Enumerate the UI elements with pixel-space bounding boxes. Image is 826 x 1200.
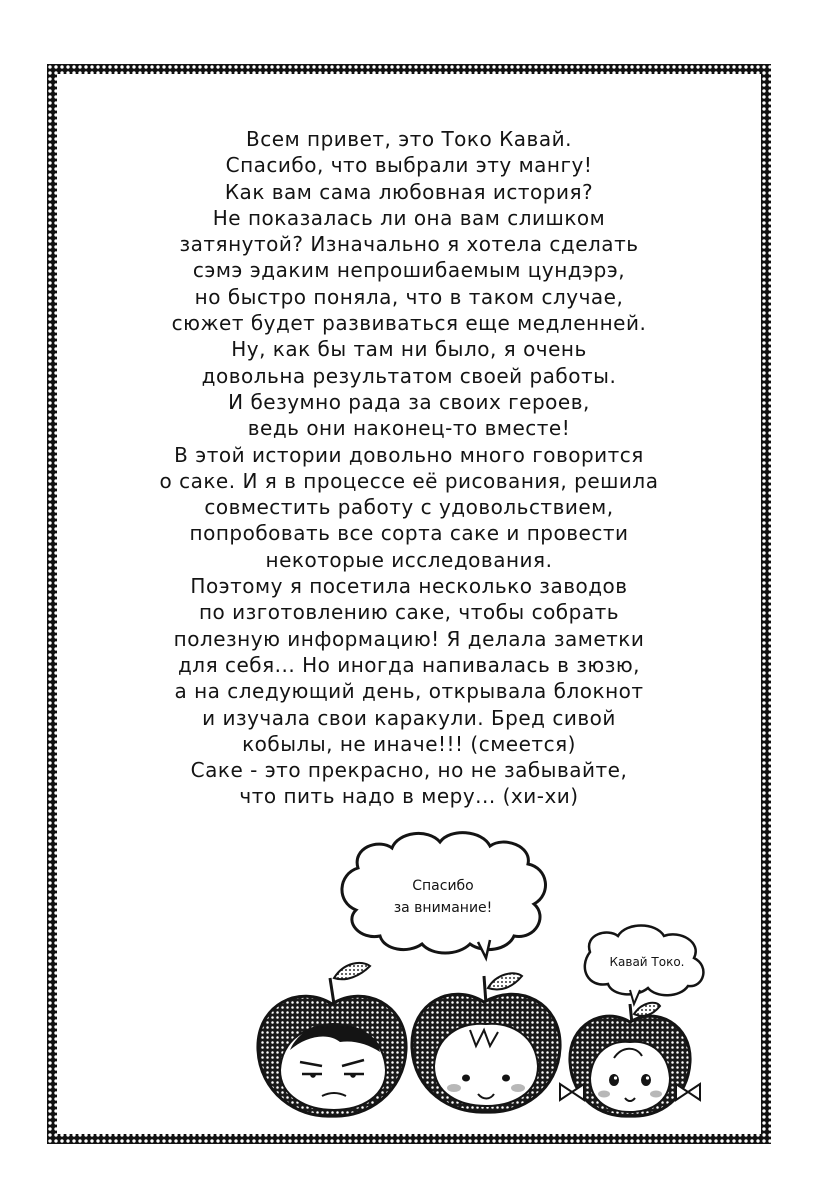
- afterword-line: Не показалась ли она вам слишком: [212, 205, 606, 230]
- afterword-line: Спасибо, что выбрали эту мангу!: [225, 153, 593, 178]
- leaf-icon: [634, 1003, 660, 1016]
- afterword-line: затянутой? Изначально я хотела сделать: [179, 232, 639, 257]
- smiling-apple-character: [412, 973, 560, 1112]
- afterword-line: Саке - это прекрасно, но не забывайте,: [190, 758, 628, 783]
- afterword-line: некоторые исследования.: [265, 547, 553, 572]
- eye-icon: [609, 1074, 619, 1086]
- afterword-line: Поэтому я посетила несколько заводов: [190, 574, 628, 599]
- eye-icon: [641, 1074, 651, 1086]
- eye-highlight-icon: [646, 1076, 649, 1079]
- afterword-line: сюжет будет развиваться еще медленней.: [171, 311, 647, 336]
- leaf-icon: [488, 973, 522, 989]
- afterword-line: И безумно рада за своих героев,: [228, 389, 590, 414]
- leaf-icon: [334, 963, 370, 979]
- blush-icon: [511, 1084, 525, 1092]
- eye-icon: [462, 1075, 470, 1082]
- afterword-line: ведь они наконец-то вместе!: [247, 416, 571, 441]
- blush-icon: [598, 1091, 610, 1098]
- apple-stem: [330, 978, 334, 1004]
- afterword-line: совместить работу с удовольствием,: [204, 495, 614, 520]
- blush-icon: [650, 1091, 662, 1098]
- bow-icon: [560, 1084, 584, 1100]
- afterword-line: Как вам сама любовная история?: [224, 179, 594, 204]
- afterword-line: и изучала свои каракули. Бред сивой: [202, 705, 616, 730]
- thanks-text-line1: Спасибо: [412, 878, 474, 894]
- afterword-line: по изготовлению саке, чтобы собрать: [198, 600, 620, 625]
- signature-speech-bubble: [585, 926, 704, 1005]
- afterword-line: довольна результатом своей работы.: [201, 363, 617, 388]
- afterword-line: кобылы, не иначе!!! (смеется): [242, 731, 576, 756]
- afterword-line: Всем привет, это Токо Кавай.: [246, 127, 572, 151]
- afterword-line: но быстро поняла, что в таком случае,: [194, 284, 624, 309]
- afterword-line: В этой истории довольно много говорится: [174, 442, 644, 467]
- signature-bubble-tail: [630, 990, 640, 1004]
- afterword-line: Ну, как бы там ни было, я очень: [231, 337, 587, 362]
- thanks-text-line2: за внимание!: [393, 900, 493, 916]
- grumpy-apple-character: [258, 963, 406, 1116]
- eye-icon: [502, 1075, 510, 1082]
- afterword-line: а на следующий день, открывала блокнот: [174, 679, 644, 704]
- afterword-line: что пить надо в меру... (хи-хи): [239, 784, 579, 809]
- afterword-line: сэмэ эдаким непрошибаемым цундэрэ,: [192, 258, 626, 283]
- signature-text: Кавай Токо.: [609, 955, 685, 969]
- blush-icon: [447, 1084, 461, 1092]
- bow-icon: [676, 1084, 700, 1100]
- thanks-speech-bubble: [342, 833, 546, 958]
- afterword-line: о саке. И я в процессе её рисования, решила: [159, 468, 659, 493]
- afterword-line: для себя... Но иногда напивалась в зюзю,: [177, 652, 641, 677]
- eye-highlight-icon: [614, 1076, 617, 1079]
- afterword-line: полезную информацию! Я делала заметки: [173, 626, 645, 651]
- cute-apple-character: [560, 1003, 700, 1116]
- afterword-line: попробовать все сорта саке и провести: [189, 521, 629, 546]
